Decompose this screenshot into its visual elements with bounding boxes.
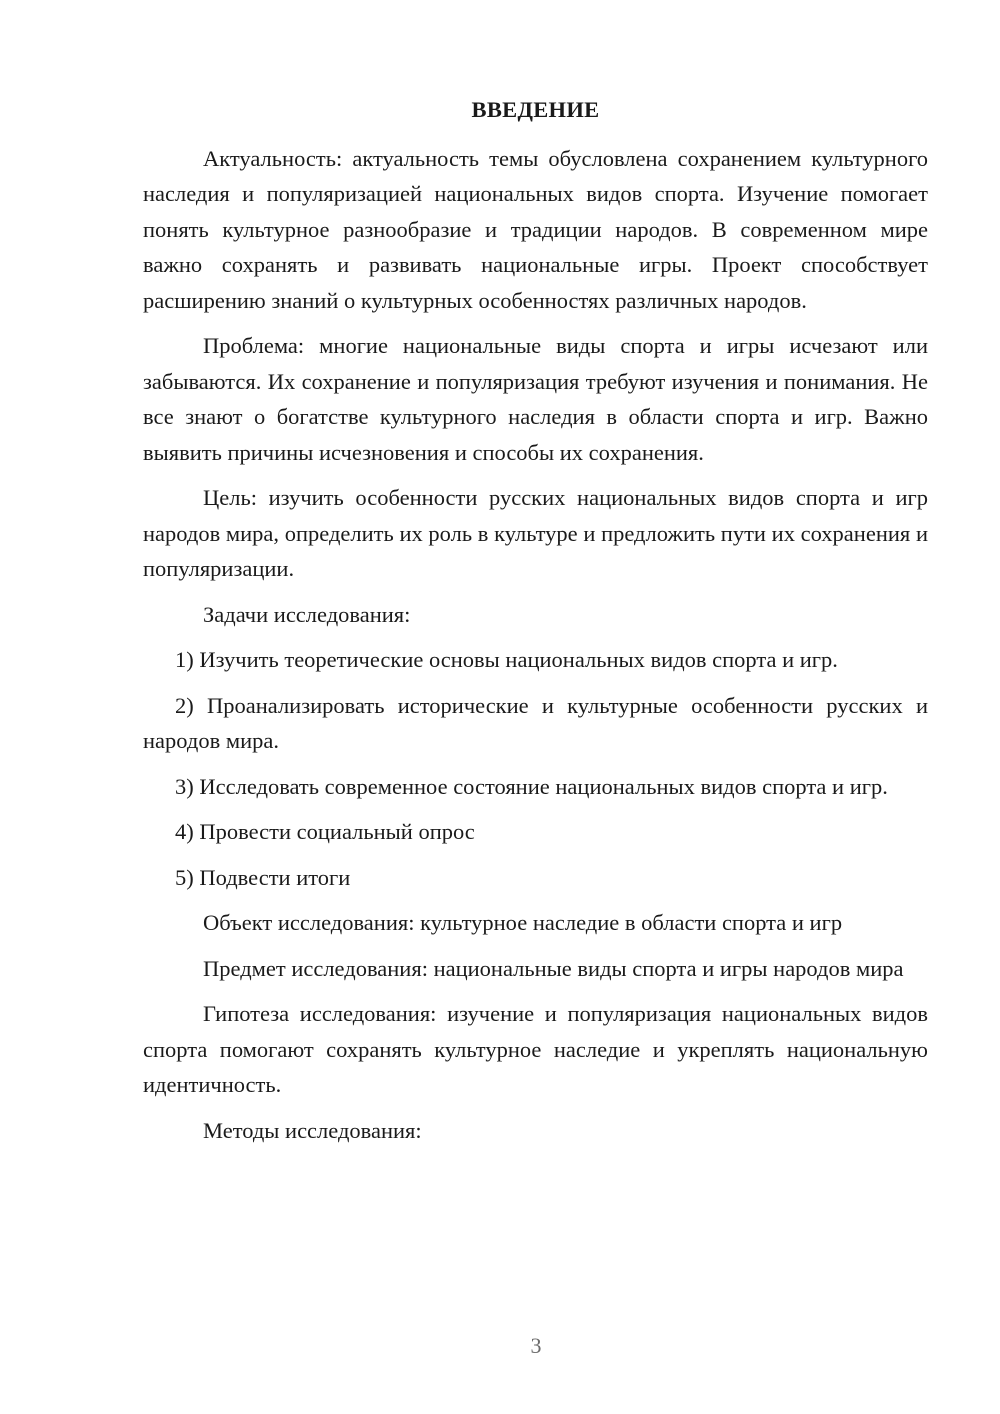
document-page bbox=[143, 92, 928, 1158]
tasks-title: Задачи исследования: bbox=[203, 601, 411, 627]
task-item-1: 1) Изучить теоретические основы национальных видов спорта и игр. bbox=[175, 647, 838, 672]
relevance-paragraph: Актуальность: актуальность темы обусловлена сохранением культурного наследия и популяризацией национальных видов спорта. Изучение помогает понять культурное разнообразие и традиции народов. В современном мире важно сохранять и развивать национальные игры. Проект способствует расширению знаний о культурных особенностях различных народов. bbox=[143, 145, 928, 313]
section-heading: ВВЕДЕНИЕ bbox=[471, 97, 600, 122]
subject-paragraph: Предмет исследования: национальные виды спорта и игры народов мира bbox=[203, 955, 904, 981]
task-item-3: 3) Исследовать современное состояние национальных видов спорта и игр. bbox=[175, 773, 888, 799]
task-item-4: 4) Провести социальный опрос bbox=[175, 819, 475, 844]
task-item-5: 5) Подвести итоги bbox=[175, 864, 351, 890]
methods-title: Методы исследования: bbox=[203, 1117, 422, 1143]
page-number: 3 bbox=[530, 1333, 542, 1358]
hypothesis-paragraph: Гипотеза исследования: изучение и популяризация национальных видов спорта помогают сохранять культурное наследие и укреплять национальную идентичность. bbox=[143, 1001, 928, 1097]
problem-paragraph: Проблема: многие национальные виды спорта и игры исчезают или забываются. Их сохранение и популяризация требуют изучения и понимания. Не все знают о богатстве культурного наследия в области спорта и игр. Важно выявить причины исчезновения и способы их сохранения. bbox=[143, 333, 928, 465]
task-item-2: 2) Проанализировать исторические и культурные особенности русских и народов мира. bbox=[143, 692, 928, 753]
object-paragraph: Объект исследования: культурное наследие в области спорта и игр bbox=[203, 910, 843, 935]
goal-paragraph: Цель: изучить особенности русских национальных видов спорта и игр народов мира, определить их роль в культуре и предложить пути их сохранения и популяризации. bbox=[143, 485, 928, 581]
